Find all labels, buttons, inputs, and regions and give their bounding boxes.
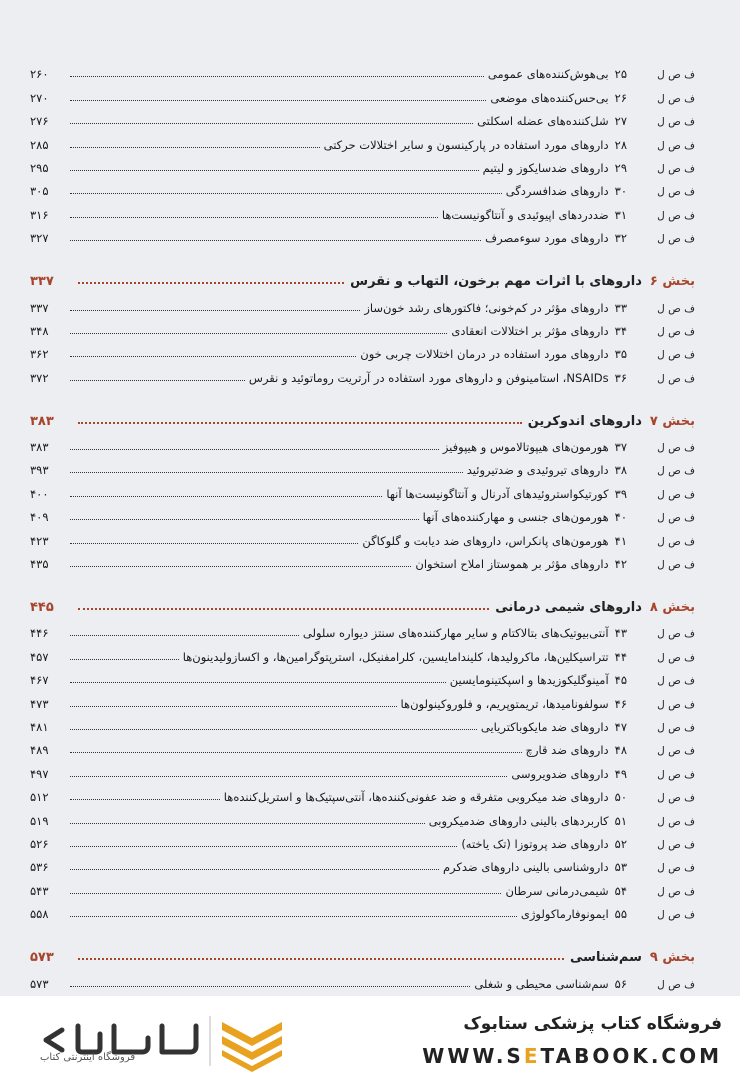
chapter-number: ۵۱ [614,813,627,828]
dot-leader [70,472,463,473]
toc-row[interactable] [30,477,695,500]
chapter-number: ۳۸ [614,463,627,478]
section-title: داروهای اندوکرین [527,413,642,429]
page-number: ۳۱۶ [30,207,49,222]
chapter-title: آنتی‌بیوتیک‌های بتالاکتام و سایر مهارکننده‌های سنتز دیواره سلولی [302,626,609,641]
chapter-title: تتراسیکلین‌ها، ماکرولیدها، کلیندامایسین، کلرامفنیکل، استرپتوگرامین‌ها، و اکسازولیدینون‌ها [182,649,609,664]
page-number: ۴۸۱ [30,719,49,734]
chapter-title: ایمونوفارماکولوژی [520,907,609,922]
toc-row[interactable] [30,128,695,151]
toc-row[interactable] [30,898,695,921]
chapter-number: ۴۷ [614,719,627,734]
section-title: داروهای شیمی درمانی [495,600,642,616]
section-label: بخش ۷ [649,413,695,429]
chapter-title: NSAIDs، استامینوفن و داروهای مورد استفاده در آرتریت روماتوئید و نقرس [248,370,609,385]
page-number: ۴۲۳ [30,533,49,548]
chapter-label: ف ص ل [657,186,695,199]
dot-leader [70,916,517,917]
table-of-contents [30,58,695,991]
toc-row[interactable] [30,175,695,198]
toc-row[interactable] [30,687,695,710]
dot-leader [70,147,320,148]
chapter-label: ف ص ل [657,488,695,501]
dot-leader [70,729,477,730]
page-number: ۲۶۰ [30,67,49,82]
page-number: ۵۱۹ [30,813,49,828]
dot-leader [70,543,358,544]
chapter-label: ف ص ل [657,559,695,572]
chapter-label: ف ص ل [657,69,695,82]
chapter-number: ۵۳ [614,860,627,875]
toc-row[interactable] [30,664,695,687]
chapter-label: ف ص ل [657,442,695,455]
dot-leader [70,496,382,497]
chapter-number: ۳۴ [614,323,627,338]
chapter-number: ۳۱ [614,207,627,222]
section-title: داروهای با اثرات مهم برخون، التهاب و نقرس [350,274,642,290]
chapter-title: داروهای ضد مایکوباکتریایی [480,719,609,734]
page-number: ۴۴۶ [30,626,49,641]
toc-row[interactable] [30,874,695,897]
chapter-title: داروهای تیروئیدی و ضدتیروئید [466,463,609,478]
toc-row[interactable] [30,291,695,314]
toc-row[interactable] [30,617,695,640]
page-number: ۵۳۶ [30,860,49,875]
toc-row[interactable] [30,804,695,827]
toc-row[interactable] [30,58,695,81]
chapter-label: ف ص ل [657,838,695,851]
page-number: ۳۳۷ [30,300,49,315]
toc-row[interactable] [30,524,695,547]
chapter-title: داروهای ضد قارچ [525,743,609,758]
dot-leader [70,170,479,171]
toc-row[interactable] [30,851,695,874]
chapter-number: ۴۹ [614,766,627,781]
chapter-title: کورتیکواستروئیدهای آدرنال و آنتاگونیست‌ها آنها [386,486,609,501]
dot-leader [70,380,245,381]
chapter-title: سولفونامیدها، تریمتوپریم، و فلوروکینولون‌ها [400,696,609,711]
chapter-title: داروهای مورد استفاده در درمان اختلالات چربی خون [360,347,609,362]
chapter-number: ۴۴ [614,649,627,664]
chapter-number: ۲۷ [614,114,627,129]
chapter-title: سم‌شناسی محیطی و شغلی [474,976,609,991]
page-number: ۴۹۷ [30,766,49,781]
chapter-number: ۴۲ [614,557,627,572]
dot-leader [70,123,473,124]
dot-leader [70,799,220,800]
dot-leader [70,310,360,311]
chapter-number: ۴۶ [614,696,627,711]
section-dot-leader [78,958,564,960]
chapter-label: ف ص ل [657,885,695,898]
section-page-number: ۵۷۳ [30,950,54,966]
dot-leader [70,869,439,870]
dot-leader [70,193,502,194]
toc-row[interactable] [30,501,695,524]
chapter-title: داروهای مورد استفاده در پارکینسون و سایر اختلالات حرکتی [323,137,609,152]
chapter-title: بی‌هوش‌کننده‌های عمومی [487,67,609,82]
page-number: ۵۴۳ [30,883,49,898]
chapter-number: ۴۱ [614,533,627,548]
chapter-label: ف ص ل [657,512,695,525]
chapter-label: ف ص ل [657,815,695,828]
toc-row[interactable] [30,105,695,128]
page-number: ۳۸۳ [30,440,49,455]
chapter-number: ۵۵ [614,907,627,922]
chapter-title: آمینوگلیکوزیدها و اسپکتینومایسین [449,673,609,688]
chapter-label: ف ص ل [657,92,695,105]
toc-row[interactable] [30,967,695,990]
chapter-label: ف ص ل [657,721,695,734]
page-number: ۳۷۲ [30,370,49,385]
dot-leader [70,706,397,707]
chapter-label: ف ص ل [657,651,695,664]
chapter-label: ف ص ل [657,628,695,641]
chapter-label: ف ص ل [657,139,695,152]
chapter-number: ۳۳ [614,300,627,315]
chapter-title: داروهای ضدویروسی [511,766,609,781]
chapter-title: هورمون‌های هیپوتالاموس و هیپوفیز [442,440,609,455]
toc-row[interactable] [30,315,695,338]
chapter-label: ف ص ل [657,209,695,222]
toc-row[interactable] [30,640,695,663]
section-heading[interactable] [30,587,695,615]
page-number: ۲۹۵ [30,160,49,175]
dot-leader [70,100,486,101]
chapter-title: شل‌کننده‌های عضله اسکلتی [477,114,609,129]
chapter-label: ف ص ل [657,372,695,385]
logo-subtitle: فروشگاه اینترنتی کتاب [40,1052,136,1063]
toc-row[interactable] [30,454,695,477]
dot-leader [70,823,425,824]
chapter-number: ۳۵ [614,347,627,362]
dot-leader [70,519,419,520]
toc-row[interactable] [30,431,695,454]
chapter-label: ف ص ل [657,698,695,711]
chapter-label: ف ص ل [657,675,695,688]
section-label: بخش ۹ [649,950,695,966]
page-number: ۴۵۷ [30,649,49,664]
store-name: فروشگاه کتاب پزشکی ستابوک [463,1014,722,1034]
section-label: بخش ۶ [649,274,695,290]
toc-row[interactable] [30,711,695,734]
chapter-label: ف ص ل [657,909,695,922]
chapter-title: داروهای مؤثر در کم‌خونی؛ فاکتورهای رشد خون‌ساز [364,300,609,315]
chapter-label: ف ص ل [657,535,695,548]
chapter-label: ف ص ل [657,233,695,246]
chapter-label: ف ص ل [657,349,695,362]
dot-leader [70,635,299,636]
dot-leader [70,217,438,218]
page-number: ۳۴۸ [30,323,49,338]
chapter-number: ۴۰ [614,510,627,525]
chapter-number: ۵۴ [614,883,627,898]
chapter-label: ف ص ل [657,768,695,781]
toc-row[interactable] [30,757,695,780]
page-number: ۲۸۵ [30,137,49,152]
section-page-number: ۴۴۵ [30,600,54,616]
section-dot-leader [78,422,522,424]
dot-leader [70,893,501,894]
chapter-number: ۵۰ [614,790,627,805]
page-number: ۵۷۳ [30,976,49,991]
chapter-title: کاربردهای بالینی داروهای ضدمیکروبی [428,813,609,828]
page-number: ۳۹۳ [30,463,49,478]
toc-row[interactable] [30,828,695,851]
chapter-label: ف ص ل [657,465,695,478]
chapter-number: ۳۷ [614,440,627,455]
chapter-title: بی‌حس‌کننده‌های موضعی [490,90,609,105]
dot-leader [70,566,411,567]
toc-row[interactable] [30,152,695,175]
chapter-label: ف ص ل [657,978,695,991]
chapter-label: ف ص ل [657,325,695,338]
chapter-title: داروهای مؤثر بر اختلالات انعقادی [451,323,609,338]
chapter-title: داروهای ضد میکروبی متفرقه و ضد عفونی‌کننده‌ها، آنتی‌سپتیک‌ها و استریل‌کننده‌ها [223,790,609,805]
chapter-label: ف ص ل [657,162,695,175]
store-url[interactable]: WWW.SETABOOK.COM [422,1044,722,1068]
toc-row[interactable] [30,81,695,104]
chapter-number: ۲۶ [614,90,627,105]
dot-leader [70,846,457,847]
chapter-number: ۴۳ [614,626,627,641]
chapter-number: ۵۶ [614,976,627,991]
page-number: ۵۱۲ [30,790,49,805]
toc-row[interactable] [30,361,695,384]
dot-leader [70,659,179,660]
chapter-title: داروشناسی بالینی داروهای ضدکرم [442,860,609,875]
section-heading[interactable] [30,937,695,965]
page-number: ۴۷۳ [30,696,49,711]
page-number: ۵۲۶ [30,836,49,851]
dot-leader [70,776,507,777]
chapter-title: ضددردهای اپیوئیدی و آنتاگونیست‌ها [441,207,609,222]
section-dot-leader [78,282,344,284]
section-label: بخش ۸ [649,600,695,616]
page-number: ۴۰۹ [30,510,49,525]
dot-leader [70,356,356,357]
chapter-title: داروهای ضد پروتوزا (تک یاخته) [461,836,609,851]
section-heading[interactable] [30,401,695,429]
dot-leader [70,449,439,450]
section-page-number: ۳۳۷ [30,274,54,290]
page-number: ۴۳۵ [30,557,49,572]
dot-leader [70,752,522,753]
dot-leader [70,986,470,987]
toc-row[interactable] [30,338,695,361]
chapter-label: ف ص ل [657,302,695,315]
chapter-label: ف ص ل [657,116,695,129]
page-number: ۳۲۷ [30,231,49,246]
page-number: ۴۶۷ [30,673,49,688]
page-number: ۴۸۹ [30,743,49,758]
chapter-label: ف ص ل [657,792,695,805]
chapter-title: هورمون‌های پانکراس، داروهای ضد دیابت و گلوکاگن [362,533,609,548]
chapter-number: ۵۲ [614,836,627,851]
section-dot-leader [78,608,489,610]
chapter-title: داروهای ضدسایکوز و لیتیم [482,160,609,175]
section-page-number: ۳۸۳ [30,413,54,429]
store-banner [0,996,740,1080]
section-heading[interactable] [30,261,695,289]
dot-leader [70,333,447,334]
chapter-title: داروهای مورد سوءمصرف [485,231,609,246]
chapter-title: داروهای مؤثر بر هموستاز املاح استخوان [415,557,609,572]
page-number: ۳۰۵ [30,184,49,199]
chapter-number: ۴۸ [614,743,627,758]
chapter-number: ۳۲ [614,231,627,246]
page-number: ۲۷۰ [30,90,49,105]
chapter-number: ۳۶ [614,370,627,385]
chapter-number: ۳۰ [614,184,627,199]
chapter-label: ف ص ل [657,745,695,758]
chapter-number: ۲۹ [614,160,627,175]
chapter-number: ۴۵ [614,673,627,688]
toc-row[interactable] [30,222,695,245]
chapter-label: ف ص ل [657,862,695,875]
chapter-title: شیمی‌درمانی سرطان [505,883,609,898]
page-number: ۴۰۰ [30,486,49,501]
dot-leader [70,682,446,683]
chapter-title: داروهای ضدافسردگی [505,184,609,199]
toc-row[interactable] [30,198,695,221]
chapter-number: ۳۹ [614,486,627,501]
page-number: ۲۷۶ [30,114,49,129]
toc-row[interactable] [30,734,695,757]
page-number: ۵۵۸ [30,907,49,922]
page-number: ۳۶۲ [30,347,49,362]
toc-row[interactable] [30,781,695,804]
toc-row[interactable] [30,548,695,571]
chapter-number: ۲۵ [614,67,627,82]
dot-leader [70,76,484,77]
chapter-number: ۲۸ [614,137,627,152]
chapter-title: هورمون‌های جنسی و مهارکننده‌های آنها [422,510,609,525]
section-title: سم‌شناسی [570,950,642,966]
dot-leader [70,240,481,241]
